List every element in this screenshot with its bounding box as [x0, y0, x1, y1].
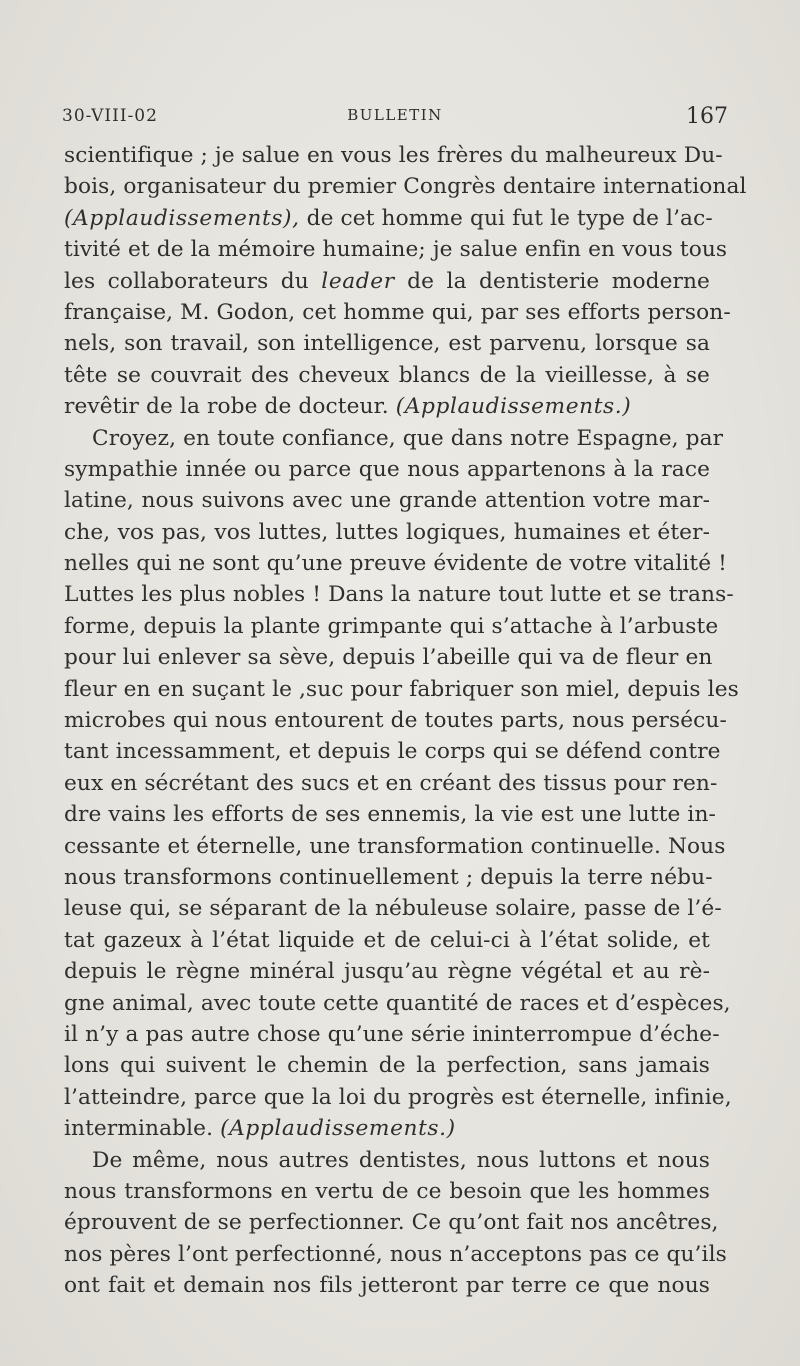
- text-segment: Croyez, en toute confiance, que dans notre Espagne, par: [92, 425, 724, 451]
- text-segment: il n’y a pas autre chose qu’une série ininterrompue d’éche-: [64, 1021, 720, 1047]
- text-segment: française, M. Godon, cet homme qui, par ses efforts person-: [64, 299, 731, 325]
- text-segment: bois, organisateur du premier Congrès dentaire international: [64, 174, 747, 200]
- text-segment: l’atteindre, parce que la loi du progrès est éternelle, infinie,: [64, 1084, 732, 1110]
- text-segment: tivité et de la mémoire humaine; je salue enfin en vous tous: [64, 237, 728, 263]
- text-segment: gne animal, avec toute cette quantité de races et d’espèces,: [64, 990, 731, 1016]
- header-date: 30-VIII-02: [62, 106, 158, 126]
- italic-segment: (Applaudissements.): [220, 1116, 456, 1142]
- text-segment: depuis le règne minéral jusqu’au règne végétal et au rè-: [64, 959, 710, 985]
- text-segment: latine, nous suivons avec une grande attention votre mar-: [64, 488, 710, 514]
- text-line: [64, 1113, 710, 1144]
- italic-segment: (Applaudissements.): [395, 394, 632, 420]
- text-segment: fleur en en suçant le ,suc pour fabriquer son miel, depuis les: [64, 676, 739, 702]
- text-segment: De même, nous autres dentistes, nous luttons et nous: [92, 1147, 710, 1173]
- page-number: 167: [686, 104, 728, 129]
- text-segment: scientifique ; je salue en vous les frères du malheureux Du-: [64, 143, 723, 168]
- text-line: [64, 925, 710, 956]
- page-header: [62, 106, 728, 132]
- text-line: [64, 768, 718, 799]
- text-line: [64, 893, 722, 924]
- text-line: [64, 328, 710, 359]
- text-segment: ont fait et demain nos fils jetteront par terre ce que nous: [64, 1273, 710, 1299]
- text-segment: sympathie innée ou parce que nous appartenons à la race: [64, 456, 710, 482]
- text-segment: forme, depuis la plante grimpante qui s’attache à l’arbuste: [64, 613, 719, 639]
- text-line: [64, 454, 710, 485]
- text-segment: che, vos pas, vos luttes, luttes logiques, humaines et éter-: [64, 519, 710, 545]
- text-line: [64, 548, 727, 579]
- text-line: [64, 831, 726, 862]
- text-line: [64, 1239, 727, 1270]
- text-line: [64, 1176, 710, 1207]
- text-segment: tat gazeux à l’état liquide et de celui-ci à l’état solide, et: [64, 927, 710, 953]
- running-title: BULLETIN: [347, 106, 443, 124]
- text-line: [64, 234, 728, 265]
- text-line: [64, 1145, 710, 1176]
- text-line: [64, 736, 721, 767]
- text-segment: nelles qui ne sont qu’une preuve évidente de votre vitalité !: [64, 551, 727, 577]
- text-line: [64, 705, 727, 736]
- italic-segment: leader: [321, 268, 395, 294]
- text-line: [64, 171, 747, 202]
- text-line: [64, 956, 710, 987]
- text-segment: microbes qui nous entourent de toutes parts, nous persécu-: [64, 708, 727, 734]
- text-segment: nous transformons continuellement ; depuis la terre nébu-: [64, 864, 713, 890]
- text-segment: dre vains les efforts de ses ennemis, la vie est une lutte in-: [64, 802, 716, 828]
- text-segment: nos pères l’ont perfectionné, nous n’acceptons pas ce qu’ils: [64, 1241, 727, 1267]
- text-segment: de cet homme qui fut le type de l’ac-: [299, 205, 713, 231]
- text-segment: interminable.: [64, 1116, 221, 1142]
- text-line: [64, 642, 713, 673]
- text-segment: lons qui suivent le chemin de la perfection, sans jamais: [64, 1053, 710, 1079]
- text-line: [64, 360, 710, 391]
- text-segment: éprouvent de se perfectionner. Ce qu’ont fait nos ancêtres,: [64, 1210, 719, 1236]
- text-line: [64, 988, 731, 1019]
- text-line: [64, 517, 710, 548]
- text-segment: tête se couvrait des cheveux blancs de la vieillesse, à se: [64, 362, 710, 388]
- text-segment: de la dentisterie moderne: [394, 268, 710, 294]
- text-segment: cessante et éternelle, une transformation continuelle. Nous: [64, 833, 726, 859]
- text-line: [64, 266, 710, 297]
- text-line: [64, 140, 723, 171]
- italic-segment: (Applaudissements),: [64, 205, 300, 231]
- text-segment: pour lui enlever sa sève, depuis l’abeille qui va de fleur en: [64, 645, 713, 671]
- text-line: [64, 799, 716, 830]
- text-line: [64, 1082, 732, 1113]
- text-line: [64, 611, 719, 642]
- text-segment: leuse qui, se séparant de la nébuleuse solaire, passe de l’é-: [64, 896, 722, 922]
- text-line: [64, 391, 710, 422]
- body-text: [64, 140, 747, 1301]
- text-segment: nels, son travail, son intelligence, est parvenu, lorsque sa: [64, 331, 710, 357]
- text-line: [64, 862, 713, 893]
- text-line: [64, 579, 734, 610]
- text-line: [64, 1050, 710, 1081]
- text-line: [64, 1207, 719, 1238]
- text-line: [64, 674, 739, 705]
- text-segment: revêtir de la robe de docteur.: [64, 394, 396, 420]
- text-segment: tant incessamment, et depuis le corps qui se défend contre: [64, 739, 721, 765]
- text-line: [64, 1019, 720, 1050]
- text-segment: nous transformons en vertu de ce besoin que les hommes: [64, 1178, 710, 1204]
- text-line: [64, 423, 724, 454]
- text-segment: Luttes les plus nobles ! Dans la nature tout lutte et se trans-: [64, 582, 734, 608]
- text-segment: eux en sécrétant des sucs et en créant des tissus pour ren-: [64, 770, 718, 796]
- text-line: [64, 1270, 710, 1301]
- text-line: [64, 297, 731, 328]
- text-segment: les collaborateurs du: [64, 268, 322, 294]
- text-line: [64, 485, 710, 516]
- text-line: [64, 203, 713, 234]
